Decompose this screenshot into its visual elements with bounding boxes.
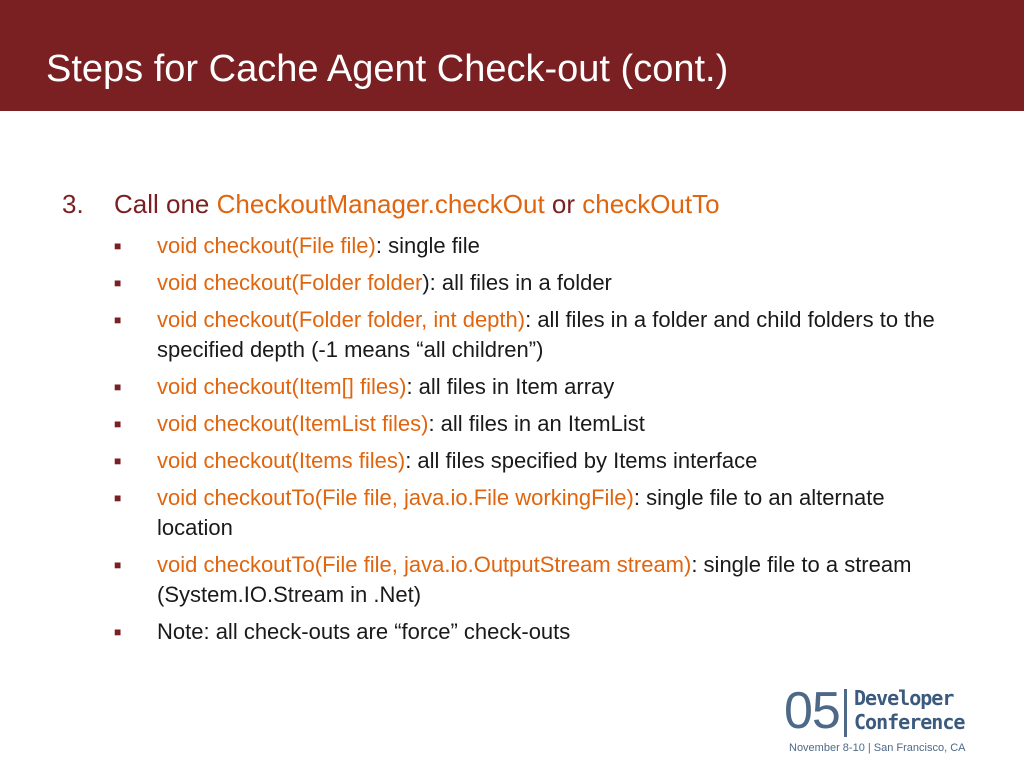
square-bullet-icon: ■ (114, 380, 122, 394)
square-bullet-icon: ■ (114, 454, 122, 468)
sub-bullet (112, 550, 960, 610)
step-number: 3. (62, 189, 84, 219)
logo-divider (844, 689, 847, 737)
method-description: : all files in Item array (406, 374, 615, 399)
note-text: Note: all check-outs are “force” check-outs (157, 619, 571, 644)
method-description: : all files specified by Items interface (405, 448, 758, 473)
method-signature: void checkout(Items files) (157, 448, 406, 473)
slide-content (60, 188, 960, 654)
step-prefix: Call one (114, 189, 217, 219)
logo-word-conference: Conference (854, 710, 965, 734)
method-signature: void checkoutTo(File file, java.io.OutputStream stream) (157, 552, 692, 577)
method-description: : all files in a folder and child folders to the specified depth (-1 means “all children”) (157, 307, 935, 362)
slide-title: Steps for Cache Agent Check-out (cont.) (46, 48, 729, 90)
logo-word-developer: Developer (854, 686, 954, 710)
step-method-checkoutto: checkOutTo (582, 189, 720, 219)
step-middle: or (544, 189, 583, 219)
step-text (114, 188, 720, 220)
sub-bullet (112, 372, 960, 402)
sub-bullet (112, 446, 960, 476)
square-bullet-icon: ■ (114, 625, 122, 639)
square-bullet-icon: ■ (114, 491, 122, 505)
sub-bullet (112, 231, 960, 261)
square-bullet-icon: ■ (114, 239, 122, 253)
sub-bullet (112, 483, 960, 543)
step-item (60, 188, 960, 220)
method-description: : all files in an ItemList (428, 411, 645, 436)
sub-bullet (112, 617, 960, 647)
method-description: : single file to a stream (System.IO.Stream in .Net) (157, 552, 912, 607)
method-signature: void checkoutTo(File file, java.io.File workingFile) (157, 485, 634, 510)
square-bullet-icon: ■ (114, 313, 122, 327)
method-description: : single file (375, 233, 480, 258)
title-bar (0, 0, 1024, 111)
sub-bullet (112, 305, 960, 365)
method-signature: void checkout(ItemList files) (157, 411, 429, 436)
method-signature: void checkout(Folder folder (157, 270, 423, 295)
method-description: : single file to an alternate location (157, 485, 885, 540)
method-signature: void checkout(File file) (157, 233, 376, 258)
square-bullet-icon: ■ (114, 417, 122, 431)
logo-tagline: November 8-10 | San Francisco, CA (789, 742, 966, 754)
sub-bullet (112, 268, 960, 298)
sub-bullet (112, 409, 960, 439)
logo-number: 05 (784, 682, 840, 740)
sub-bullet-list (112, 231, 960, 647)
method-signature: void checkout(Item[] files) (157, 374, 407, 399)
method-description: ): all files in a folder (422, 270, 612, 295)
developer-conference-logo (784, 683, 974, 757)
square-bullet-icon: ■ (114, 558, 122, 572)
square-bullet-icon: ■ (114, 276, 122, 290)
step-method-checkout: CheckoutManager.checkOut (216, 189, 545, 219)
method-signature: void checkout(Folder folder, int depth) (157, 307, 526, 332)
